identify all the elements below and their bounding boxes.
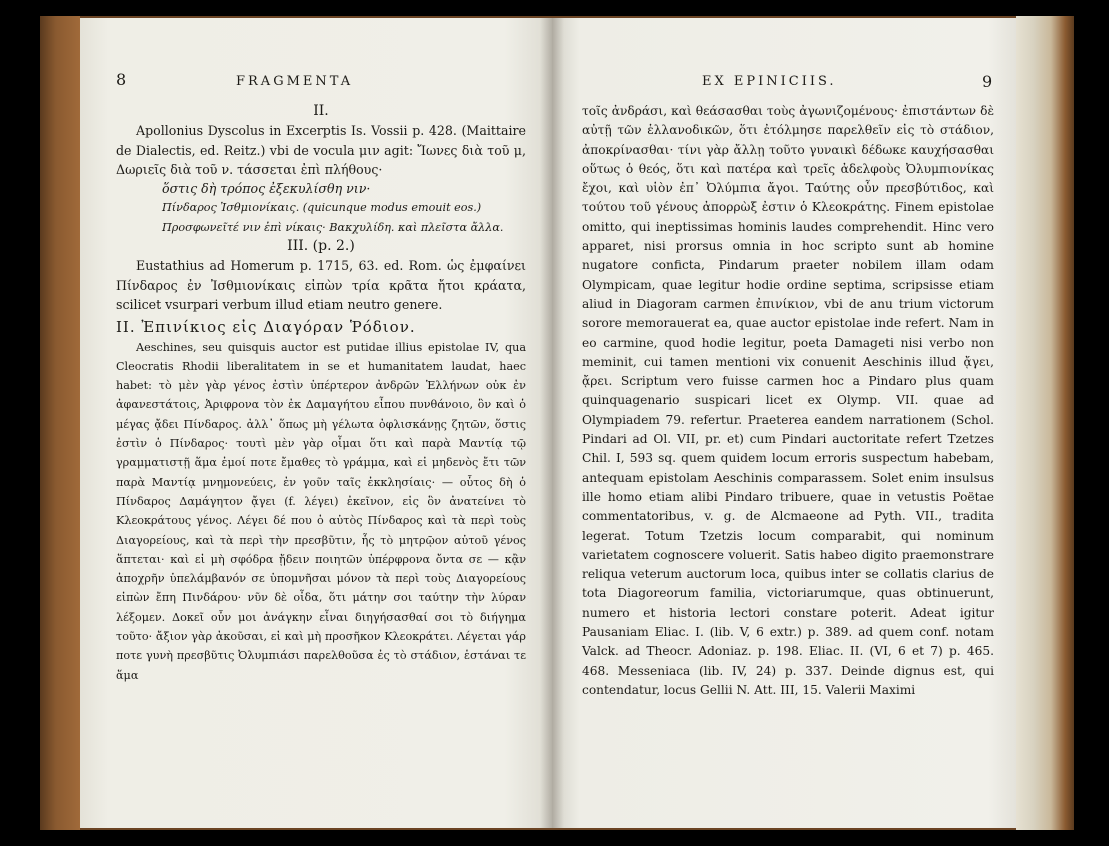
left-para-eustathius: Eustathius ad Homerum p. 1715, 63. ed. Rom. ὡς ἐμφαίνει Πίνδαρος ἐν Ἰσθμιονίκαις εἰπὼν τρία κρᾶτα ἤτοι κράατα, scilicet vsurpari verbum illud etiam neutro genere. xyxy=(116,258,526,312)
right-page xyxy=(552,18,1016,828)
section-III-heading: III. (p. 2.) xyxy=(287,238,355,255)
left-running-title: FRAGMENTA xyxy=(236,74,354,89)
book-cover-edge-left xyxy=(40,16,80,830)
left-para-apollonius: Apollonius Dyscolus in Excerptis Is. Vossii p. 428. (Maittaire de Dialectis, ed. Reitz.) vbi de vocula μιν agit: Ἴωνες διὰ τοῦ μ, Δωριεῖς διὰ τοῦ ν. τάσσεται ἐπὶ πλήθους· xyxy=(116,123,526,177)
left-page-number: 8 xyxy=(116,70,127,89)
left-page-body xyxy=(116,102,526,685)
right-page-number: 9 xyxy=(982,72,993,91)
book-gutter xyxy=(540,18,564,828)
verse-line-2: Πίνδαρος Ἰσθμιονίκαις. (quicunque modus emouit eos.) xyxy=(162,201,482,215)
left-para-aeschines: Aeschines, seu quisquis auctor est putidae illius epistolae IV, qua Cleocratis Rhodii liberalitatem in se et humanitatem laudat, haec habet: τὸ μὲν γὰρ γένος ἐστὶν ὑπέρτερον ἀνδρῶν Ἑλλήνων οὐκ ἐν ἀφανεστάτοις, Ἀριφρονα τὸν ἐκ Δαμαγήτου εἶπου πυνθάνοιο, ὃν καὶ ὁ μέγας ᾄδει Πίνδαρος. ἀλλ᾽ ὅπως μὴ γέλωτα ὀφλισκάνῃς ζητῶν, ὅστις ἐστὶν ὁ Πίνδαρος· τουτὶ μὲν γὰρ οἶμαι ὅτι καὶ παρὰ Μαντίᾳ τῷ γραμματιστῇ ἅμα ἐμοί ποτε ἔμαθες τὸ γράμμα, καὶ εἰ μηδενὸς ἔτι τῶν παρὰ Μαντίᾳ μνημονεύεις, ἐν γοῦν ταῖς ἐκκλησίαις· — οὗτος δὴ ὁ Πίνδαρος Δαμάγητον ᾄγει (f. λέγει) ἐκεῖνον, εἰς ὃν ἀνατείνει τὸ Κλεοκράτους γένος. Λέγει δέ που ὁ αὐτὸς Πίνδαρος καὶ τὰ περὶ τοὺς Διαγορείους, καὶ τὰ περὶ τὴν πρεσβῦτιν, ἧς τὸ μητρῷον αὐτοῦ γένος ἅπτεται· καὶ εἰ μὴ σφόδρα ᾔδειν ποιητῶν ὑπέρφρονα ὄντα σε — κᾂν ἀποχρῆν ὑπελάμβανόν σε ὑπομνῆσαι μόνον τὰ περὶ τοὺς Διαγορείους εἰπὼν ἔπη Πινδάρου· νῦν δὲ οἶδα, ὅτι μάτην σοι ταύτην τὴν λύραν λέξομεν. Δοκεῖ οὖν μοι ἀνάγκην εἶναι διηγήσασθαί σοι τὸ διήγημα τοῦτο· ἄξιον γὰρ ἀκοῦσαι, εἰ καὶ μὴ προσῆκον Κλεοκράτει. Λέγεται γάρ ποτε γυνὴ πρεσβῦτις Ὀλυμπιάσι παρελθοῦσα ἐς τὸ στάδιον, ἑστάναι τε ἅμα xyxy=(116,340,526,682)
right-page-body xyxy=(582,102,994,700)
book-page-edges-right xyxy=(1016,16,1074,830)
verse-line-1: ὅστις δὴ τρόπος ἐξεκυλίσθη νιν· xyxy=(162,181,371,197)
left-page xyxy=(80,18,552,828)
right-running-title: EX EPINICIIS. xyxy=(702,74,837,89)
verse-line-3: Προσφωνεῖτέ νιν ἐπὶ νίκαις· Βακχυλίδη. καὶ πλεῖστα ἄλλα. xyxy=(162,220,504,234)
section-II-heading: II. xyxy=(313,103,329,119)
section-title-diagoras: II. Ἐπινίκιος εἰς Διαγόραν Ῥόδιον. xyxy=(116,318,416,337)
right-para-continuation: τοῖς ἀνδράσι, καὶ θεάσασθαι τοὺς ἀγωνιζομένους· ἐπιστάντων δὲ αὐτῇ τῶν ἑλλανοδικῶν, ὅτι ἐτόλμησε παρελθεῖν εἰς τὸ στάδιον, ἀποκρίνασθαι· τίνι γὰρ ἄλλῃ τοῦτο γυναικὶ δέδωκε καυχήσασθαι οὕτως ὁ θεός, ὅτι καὶ πατέρα καὶ τρεῖς ἀδελφοὺς Ὀλυμπιονίκας ἔχοι, καὶ υἱὸν ἐπ᾽ Ὀλύμπια ἄγοι. Ταύτης οὖν πρεσβύτιδος, καὶ τούτου τοῦ γένους ἀπορρὼξ ἐστιν ὁ Κλεοκράτης. Finem epistolae omitto, qui ineptissimas hominis laudes comprehendit. Hinc vero apparet, nisi prorsus omnia in hoc scripto sunt ab homine nugatore conficta, Pindarum praeter nobilem illam odam Olympicam, quae legitur hodie ordine septima, scripsisse etiam aliud in Diagoram carmen ἐπινίκιον, vbi de anu trium victorum sorore memorauerat ea, quae auctor epistolae inde refert. Nam in eo carmine, quod hodie legitur, poeta Damageti nisi verbo non meminit, cui tamen mentioni vix conuenit Aeschinis illud ᾄγει, ᾄρει. Scriptum vero fuisse carmen hoc a Pindaro plus quam quinquagenario suspicari licet ex Olymp. VII. quae ad Olympiadem 79. refertur. Praeterea eandem narrationem (Schol. Pindari ad Ol. VII, pr. et) cum Pindari auctoritate refert Tzetzes Chil. I, 593 sq. quem quidem locum erroris suspectum habebam, antequam epistolam Aeschinis comparassem. Solet enim insulsus ille homo etiam alibi Pindaro tribuere, quae in vetustis Poëtae commentatoribus, v. g. de Alcmaeone ad Pyth. VII., tradita legerat. Totum Tzetzis locum comparabit, qui nominum varietatem cognoscere voluerit. Satis habeo digito praemonstrare reliqua veterum auctorum loca, quibus inter se collatis clarius de tota Diagoreorum familia, victoriarumque, quas obtinuerunt, numero et historia lectori constare poterit. Adeat igitur Pausaniam Eliac. I. (lib. V, 6 extr.) p. 389. ad quem conf. notam Valck. ad Theocr. Adoniaz. p. 198. Eliac. II. (VI, 6 et 7) p. 465. 468. Messeniaca (lib. IV, 24) p. 337. Deinde dignus est, qui contendatur, locus Gellii N. Att. III, 15. Valerii Maximi xyxy=(582,104,994,697)
